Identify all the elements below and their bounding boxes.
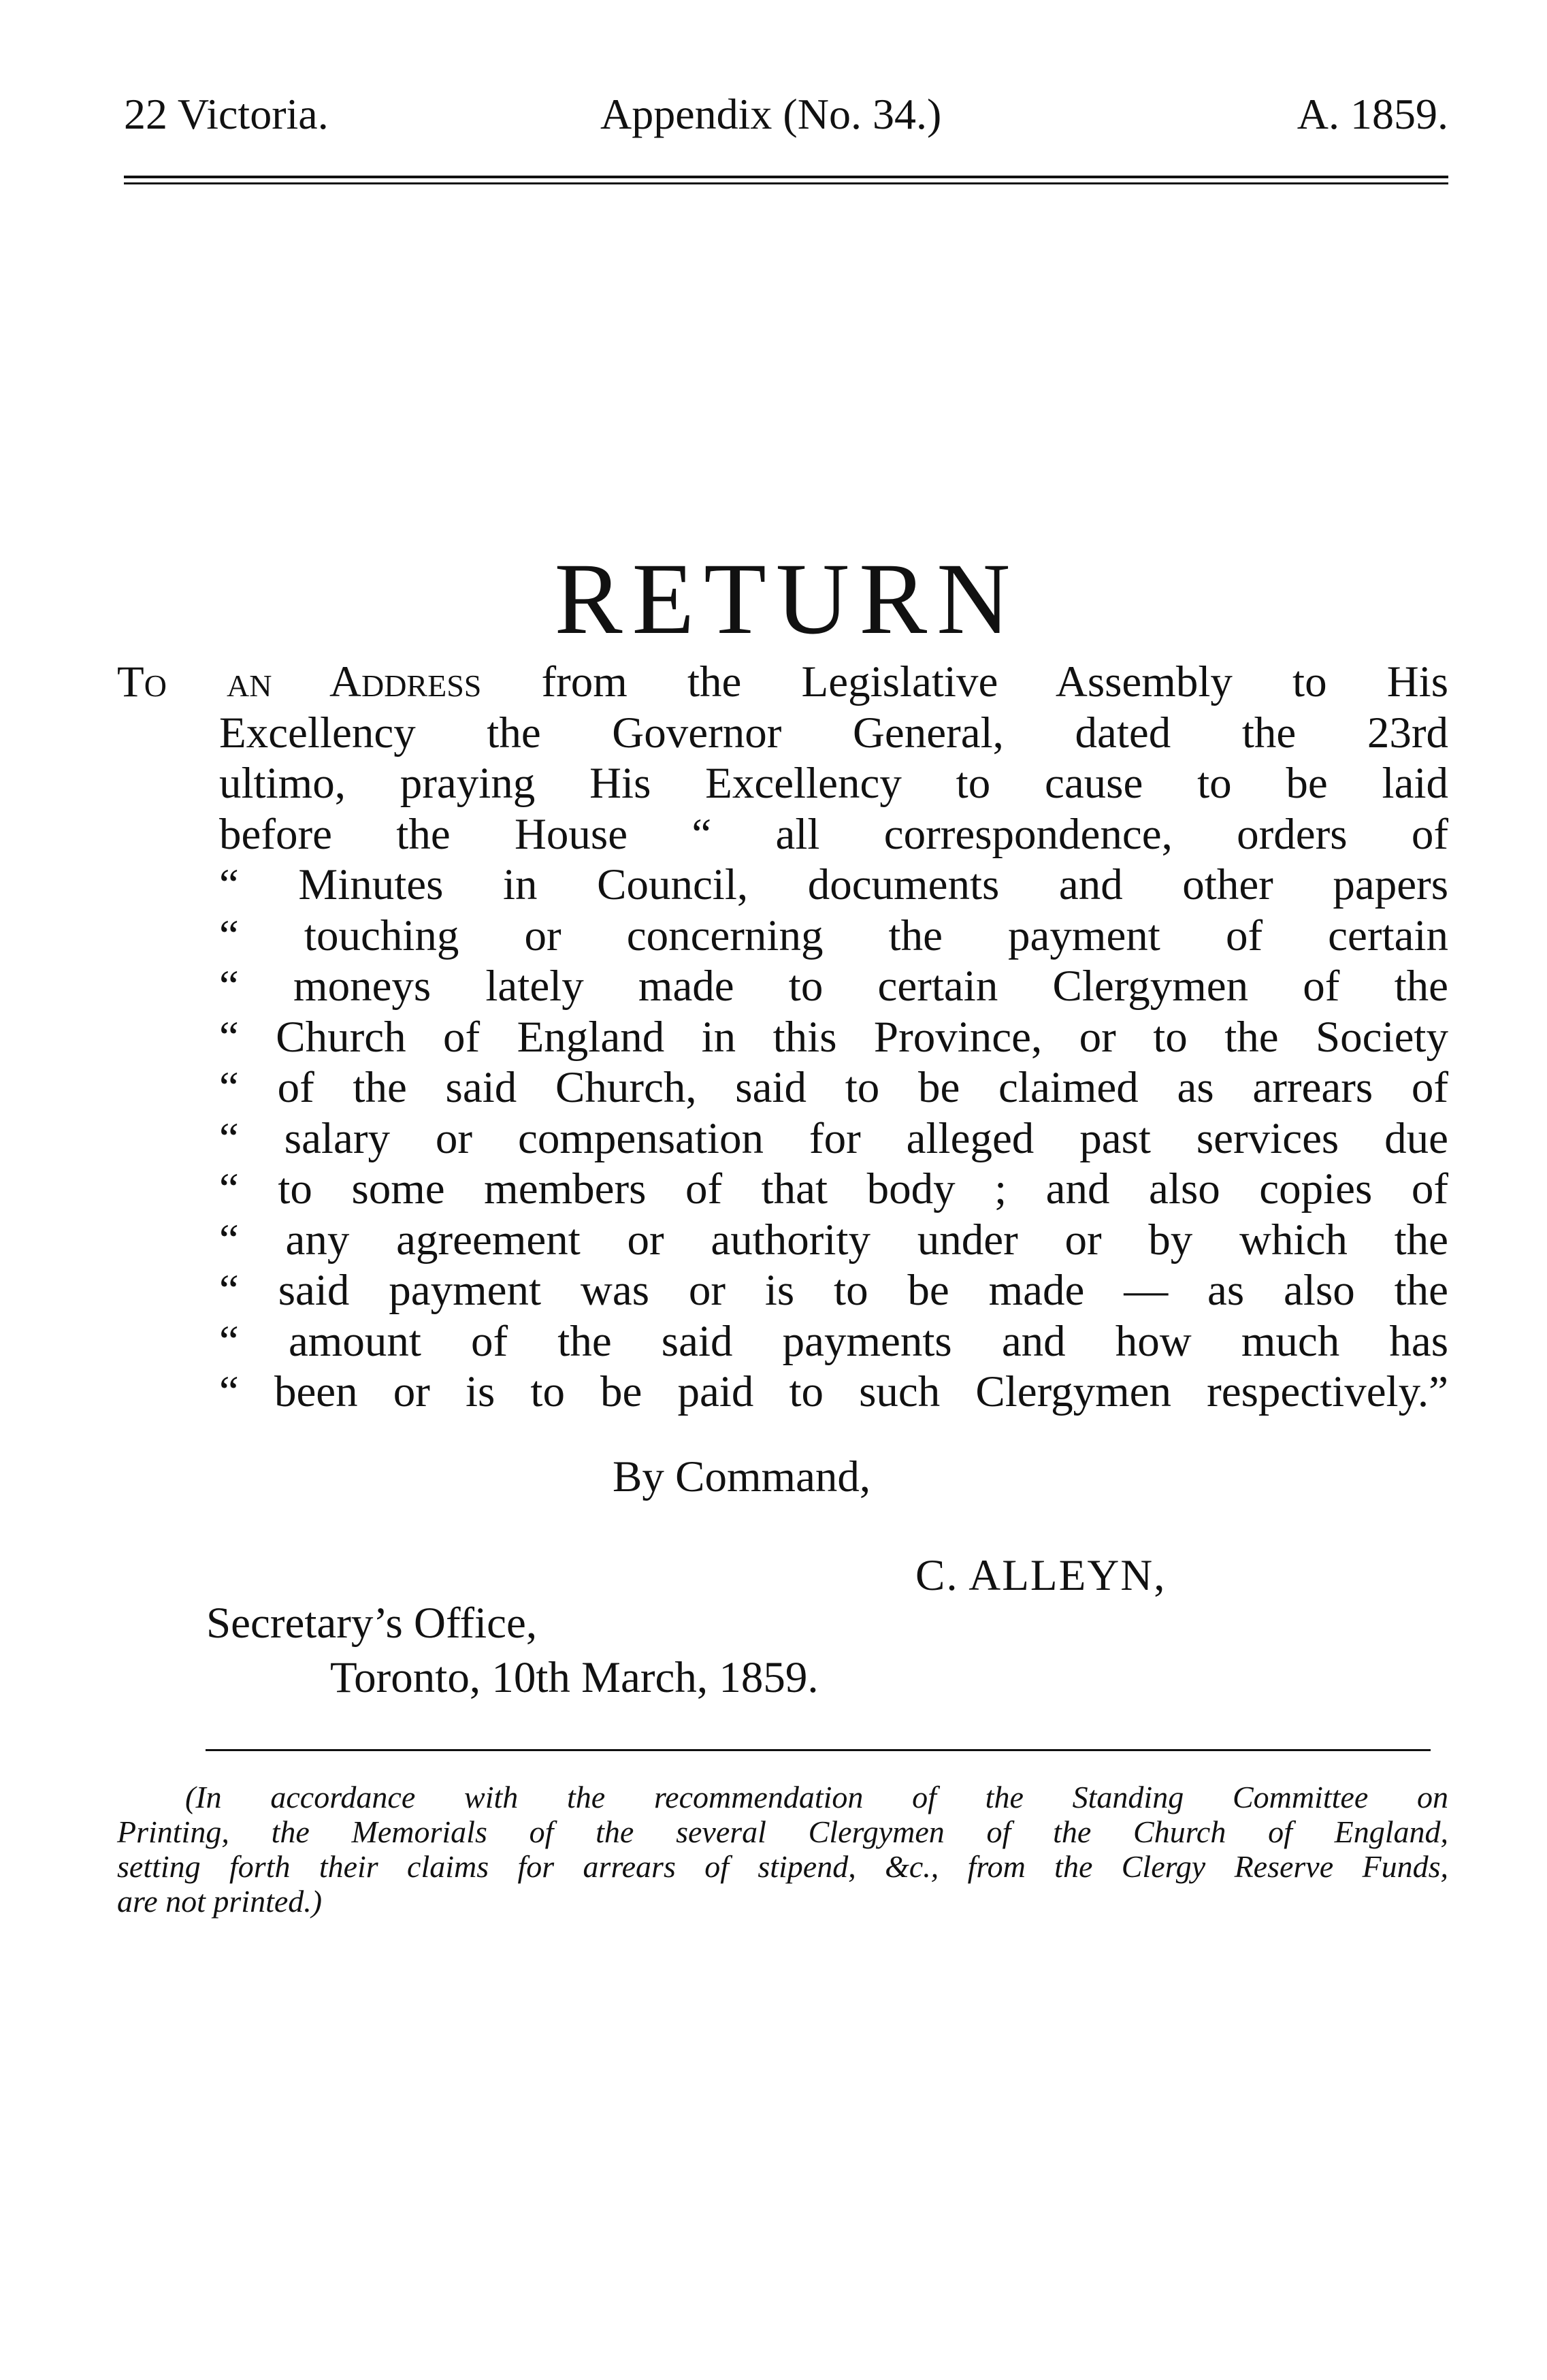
- address-line: “ amount of the said payments and how much has: [219, 1316, 1448, 1366]
- address-line: ultimo, praying His Excellency to cause to be laid: [219, 759, 1448, 808]
- office-line: Secretary’s Office,: [206, 1599, 538, 1648]
- header-rule-lower: [124, 182, 1448, 184]
- address-line: “ salary or compensation for alleged past services due: [219, 1113, 1448, 1163]
- footnote-line: are not printed.): [117, 1884, 323, 1919]
- signature-name: C. ALLEYN,: [915, 1551, 1167, 1600]
- running-header: [124, 87, 1448, 142]
- address-line: “ moneys lately made to certain Clergymen of the: [219, 962, 1448, 1011]
- address-line: To an Address from the Legislative Assembly to His: [117, 657, 1448, 706]
- header-rule-upper: [124, 176, 1448, 178]
- header-appendix-number: Appendix (No. 34.): [600, 90, 942, 138]
- address-line: before the House “ all correspondence, orders of: [219, 809, 1448, 859]
- header-year: A. 1859.: [1297, 90, 1448, 138]
- address-line: “ said payment was or is to be made — as also the: [219, 1266, 1448, 1315]
- place-date-line: Toronto, 10th March, 1859.: [330, 1653, 819, 1702]
- footnote-rule: [206, 1749, 1431, 1751]
- footnote-line: setting forth their claims for arrears of stipend, &c., from the Clergy Reserve Funds,: [117, 1849, 1448, 1884]
- header-regnal-year: 22 Victoria.: [124, 90, 329, 138]
- address-line: “ touching or concerning the payment of certain: [219, 911, 1448, 960]
- address-line: “ to some members of that body ; and also copies of: [219, 1164, 1448, 1213]
- address-line: “ Minutes in Council, documents and other papers: [219, 860, 1448, 909]
- address-line: “ any agreement or authority under or by which the: [219, 1215, 1448, 1265]
- address-paragraph: [117, 657, 1448, 1418]
- address-line: “ Church of England in this Province, or to the Society: [219, 1012, 1448, 1062]
- address-lead-small-caps: To an Address: [117, 657, 482, 706]
- footnote-paragraph: [117, 1780, 1448, 1919]
- footnote-line: (In accordance with the recommendation of the Standing Committee on: [185, 1780, 1448, 1814]
- footnote-line: Printing, the Memorials of the several Clergymen of the Church of England,: [117, 1814, 1448, 1849]
- address-line: “ been or is to be paid to such Clergymen respectively.”: [219, 1367, 1448, 1416]
- address-line: “ of the said Church, said to be claimed as arrears of: [219, 1063, 1448, 1112]
- by-command-line: By Command,: [613, 1452, 871, 1501]
- address-line: Excellency the Governor General, dated the 23rd: [219, 708, 1448, 757]
- page-title: RETURN: [554, 542, 1020, 655]
